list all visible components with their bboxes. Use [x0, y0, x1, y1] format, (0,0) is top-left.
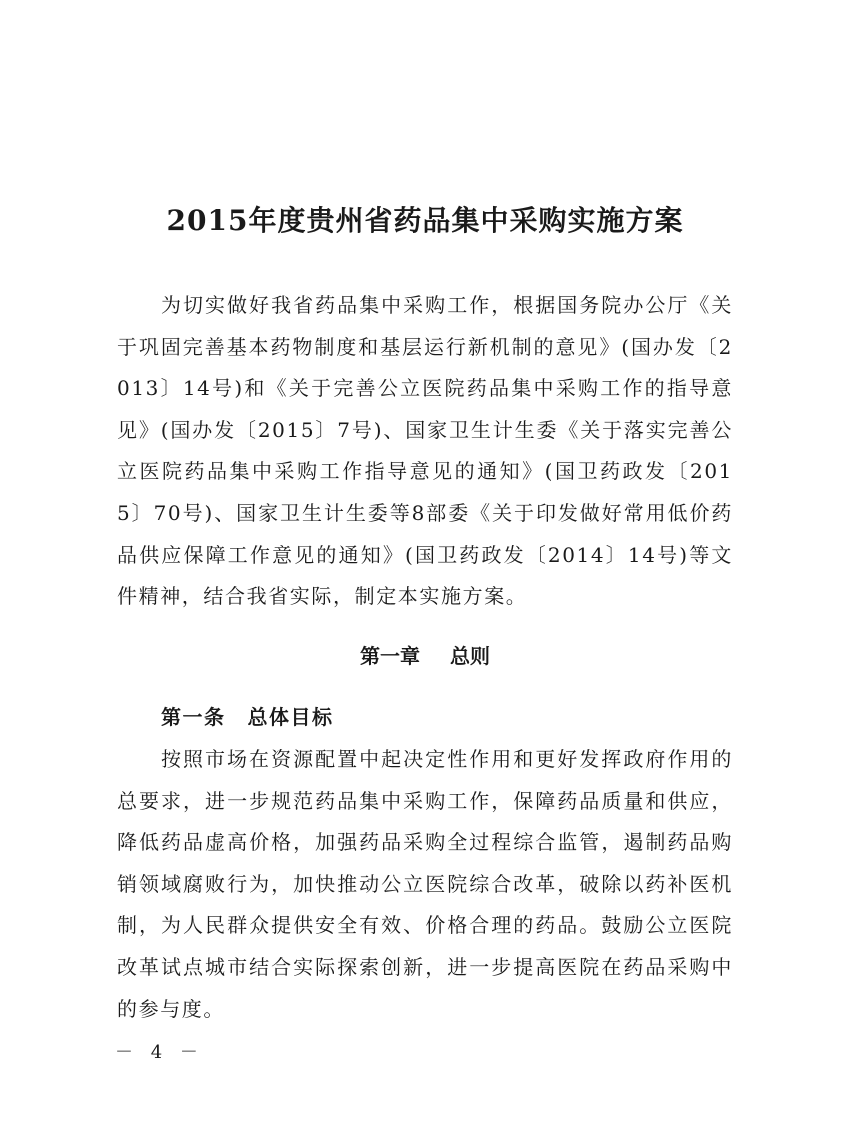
article-heading	[161, 697, 334, 737]
article-number: 第一条	[161, 705, 226, 729]
article-paragraph: 按照市场在资源配置中起决定性作用和更好发挥政府作用的总要求，进一步规范药品集中采购工作，保障药品质量和供应，降低药品虚高价格，加强药品采购全过程综合监管，遏制药品购销领域腐败行为，加快推动公立医院综合改革，破除以药补医机制，为人民群众提供安全有效、价格合理的药品。鼓励公立医院改革试点城市结合实际探索创新，进一步提高医院在药品采购中的参与度。	[117, 747, 733, 1021]
chapter-number: 第一章	[360, 644, 420, 668]
intro-paragraph: 为切实做好我省药品集中采购工作，根据国务院办公厅《关于巩固完善基本药物制度和基层运行新机制的意见》(国办发〔2013〕14号)和《关于完善公立医院药品集中采购工作的指导意见》(国办发〔2015〕7号)、国家卫生计生委《关于落实完善公立医院药品集中采购工作指导意见的通知》(国卫药政发〔2015〕70号)、国家卫生计生委等8部委《关于印发做好常用低价药品供应保障工作意见的通知》(国卫药政发〔2014〕14号)等文件精神，结合我省实际，制定本实施方案。	[117, 293, 733, 609]
article-title: 总体目标	[247, 705, 334, 729]
chapter-heading	[0, 636, 850, 676]
page-number: － 4 －	[115, 1042, 204, 1063]
document-title: 2015年度贵州省药品集中采购实施方案	[166, 204, 684, 237]
chapter-title: 总则	[450, 644, 490, 668]
